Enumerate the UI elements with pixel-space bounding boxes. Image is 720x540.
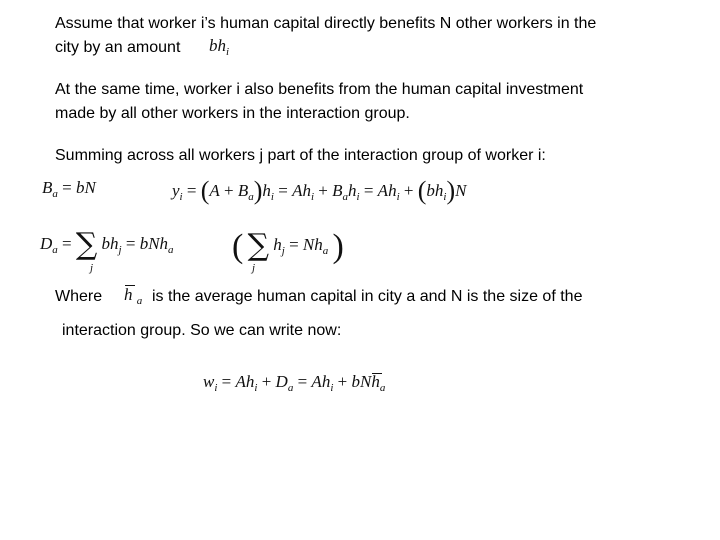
paragraph-3: Summing across all workers j part of the interaction group of worker i: (55, 147, 546, 164)
paragraph-2-line-2: made by all other workers in the interaction group. (55, 105, 410, 122)
formula-h-bar-a: h $_a$ (124, 285, 143, 307)
final-line: interaction group. So we can write now: (62, 322, 342, 339)
paragraph-2-line-1: At the same time, worker i also benefits from the human capital investment (55, 81, 584, 98)
equation-y-i: $y_i = (A + B_a)h_i = Ah_i + B_ah_i = Ah_i + (bh_i)N$ (172, 176, 467, 205)
equation-b-a: $B_a$ = bN (42, 178, 96, 200)
paragraph-1-line-1: Assume that worker i’s human capital directly benefits N other workers in the (55, 15, 597, 32)
equation-sum-h-j: ( ∑ $h_j = Nh_a$ ) (232, 228, 344, 265)
equation-w-i: $w_i = Ah_i + D_a = Ah_i$ + bN $h_a$ (203, 372, 386, 394)
equation-d-a: $D_a$ = ∑ $bh_j = bNh_a$ (40, 227, 174, 262)
sum-index-j-1: j (90, 262, 94, 274)
sum-index-j-2: j (252, 262, 256, 274)
where-lead: Where (55, 288, 103, 305)
where-tail: is the average human capital in city a and N is the size of the (152, 288, 583, 305)
paragraph-1-line-2: city by an amount (55, 39, 181, 56)
formula-bh-i: $bh_i$ (209, 36, 230, 58)
